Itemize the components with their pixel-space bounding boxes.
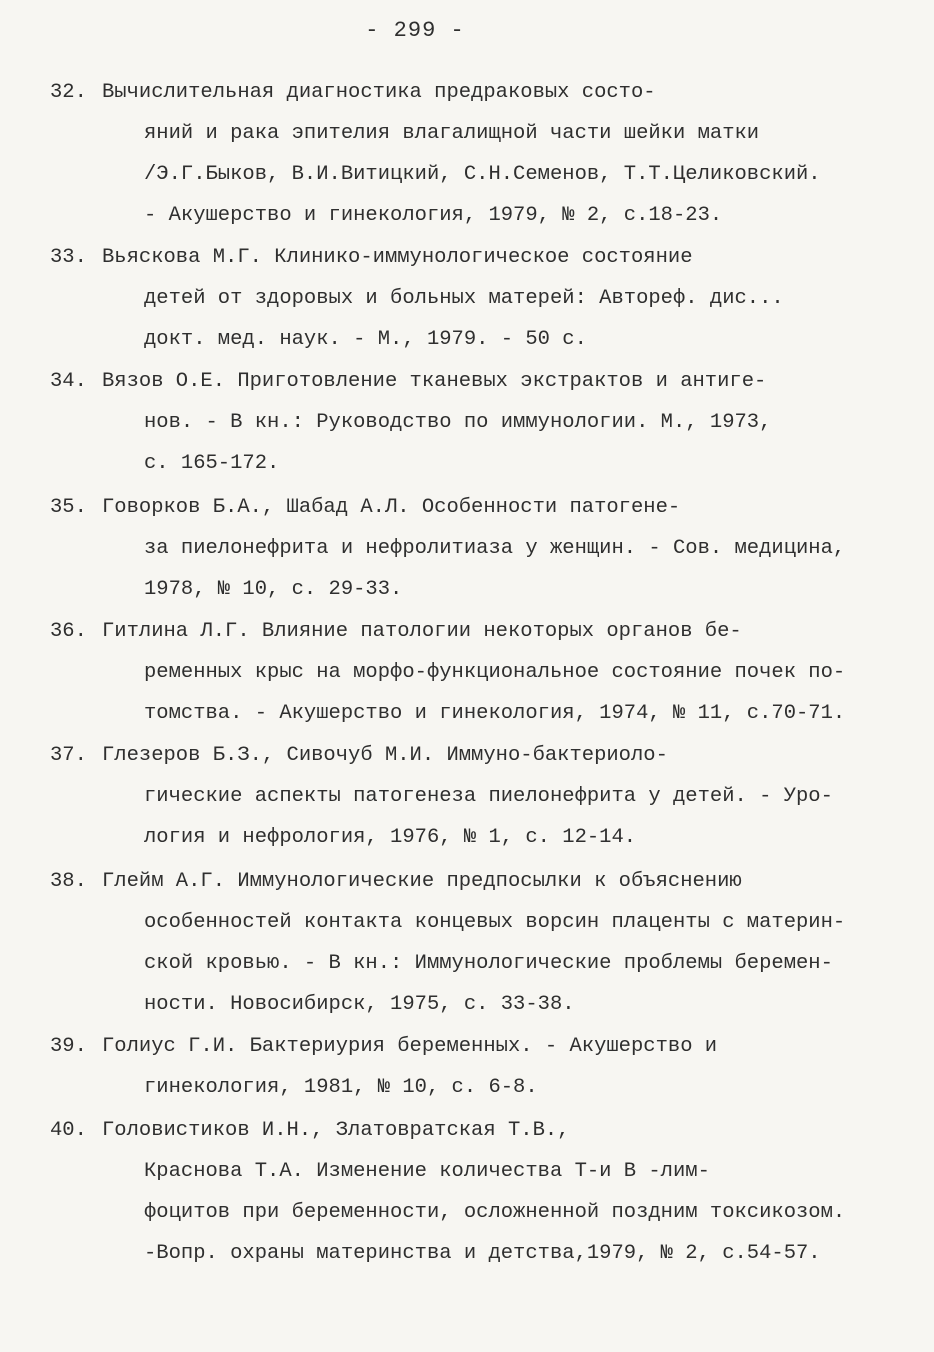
reference-line [50, 361, 890, 402]
reference-line [50, 113, 890, 154]
reference-line [50, 154, 890, 195]
reference-line [50, 902, 890, 943]
reference-line [50, 319, 890, 360]
reference-line [50, 487, 890, 528]
reference-line [50, 443, 890, 484]
reference-line [50, 528, 890, 569]
reference-text: гические аспекты патогенеза пиелонефрита у детей. - Уро- [144, 785, 833, 808]
reference-entry [50, 237, 890, 360]
reference-number: 34. [50, 370, 87, 393]
reference-text: гинекология, 1981, № 10, с. 6-8. [144, 1076, 538, 1099]
reference-text: - Акушерство и гинекология, 1979, № 2, с.18-23. [144, 204, 723, 227]
reference-entry [50, 361, 890, 484]
reference-line [50, 72, 890, 113]
reference-entry [50, 735, 890, 858]
reference-text: 1978, № 10, с. 29-33. [144, 578, 403, 601]
reference-number: 39. [50, 1035, 87, 1058]
reference-line [50, 861, 890, 902]
reference-line [50, 693, 890, 734]
reference-text: фоцитов при беременности, осложненной поздним токсикозом. [144, 1201, 846, 1224]
reference-text: ской кровью. - В кн.: Иммунологические проблемы беремен- [144, 952, 833, 975]
reference-line [50, 943, 890, 984]
reference-line [50, 1110, 890, 1151]
reference-line [50, 1026, 890, 1067]
reference-entry [50, 861, 890, 1025]
reference-text: яний и рака эпителия влагалищной части шейки матки [144, 122, 760, 145]
reference-text: логия и нефрология, 1976, № 1, с. 12-14. [144, 826, 637, 849]
reference-text: докт. мед. наук. - М., 1979. - 50 с. [144, 328, 587, 351]
reference-text: ности. Новосибирск, 1975, с. 33-38. [144, 993, 575, 1016]
reference-entry [50, 1110, 890, 1274]
reference-line [50, 776, 890, 817]
reference-text: Вычислительная диагностика предраковых состо- [102, 81, 656, 104]
reference-entry [50, 72, 890, 236]
reference-text: Глейм А.Г. Иммунологические предпосылки к объяснению [102, 870, 742, 893]
reference-text: Вьяскова М.Г. Клинико-иммунологическое состояние [102, 246, 693, 269]
reference-text: Говорков Б.А., Шабад А.Л. Особенности патогене- [102, 496, 681, 519]
reference-line [50, 195, 890, 236]
page-number: - 299 - [365, 18, 465, 43]
reference-number: 36. [50, 620, 87, 643]
reference-line [50, 1192, 890, 1233]
reference-text: с. 165-172. [144, 452, 280, 475]
reference-text: Голиус Г.И. Бактериурия беременных. - Акушерство и [102, 1035, 718, 1058]
reference-line [50, 1151, 890, 1192]
reference-entry [50, 1026, 890, 1108]
reference-text: Головистиков И.Н., Златовратская Т.В., [102, 1119, 570, 1142]
reference-text: /Э.Г.Быков, В.И.Витицкий, С.Н.Семенов, Т.Т.Целиковский. [144, 163, 821, 186]
reference-number: 40. [50, 1119, 87, 1142]
reference-number: 33. [50, 246, 87, 269]
reference-number: 38. [50, 870, 87, 893]
reference-entry [50, 611, 890, 734]
reference-text: Глезеров Б.З., Сивочуб М.И. Иммуно-бактериоло- [102, 744, 668, 767]
reference-line [50, 984, 890, 1025]
reference-line [50, 735, 890, 776]
reference-text: -Вопр. охраны материнства и детства,1979, № 2, с.54-57. [144, 1242, 821, 1265]
reference-line [50, 1067, 890, 1108]
reference-text: Вязов О.Е. Приготовление тканевых экстрактов и антиге- [102, 370, 767, 393]
reference-line [50, 278, 890, 319]
reference-text: Гитлина Л.Г. Влияние патологии некоторых органов бе- [102, 620, 742, 643]
reference-line [50, 569, 890, 610]
reference-text: особенностей контакта концевых ворсин плаценты с материн- [144, 911, 846, 934]
reference-number: 32. [50, 81, 87, 104]
reference-text: нов. - В кн.: Руководство по иммунологии. М., 1973, [144, 411, 772, 434]
reference-text: за пиелонефрита и нефролитиаза у женщин. - Сов. медицина, [144, 537, 846, 560]
reference-text: Краснова Т.А. Изменение количества Т-и В -лим- [144, 1160, 710, 1183]
reference-line [50, 402, 890, 443]
reference-line [50, 652, 890, 693]
reference-line [50, 611, 890, 652]
reference-line [50, 1233, 890, 1274]
reference-text: ременных крыс на морфо-функциональное состояние почек по- [144, 661, 846, 684]
reference-number: 37. [50, 744, 87, 767]
reference-entry [50, 487, 890, 610]
reference-text: детей от здоровых и больных матерей: Автореф. дис... [144, 287, 784, 310]
reference-text: томства. - Акушерство и гинекология, 1974, № 11, с.70-71. [144, 702, 846, 725]
reference-line [50, 817, 890, 858]
reference-line [50, 237, 890, 278]
reference-number: 35. [50, 496, 87, 519]
